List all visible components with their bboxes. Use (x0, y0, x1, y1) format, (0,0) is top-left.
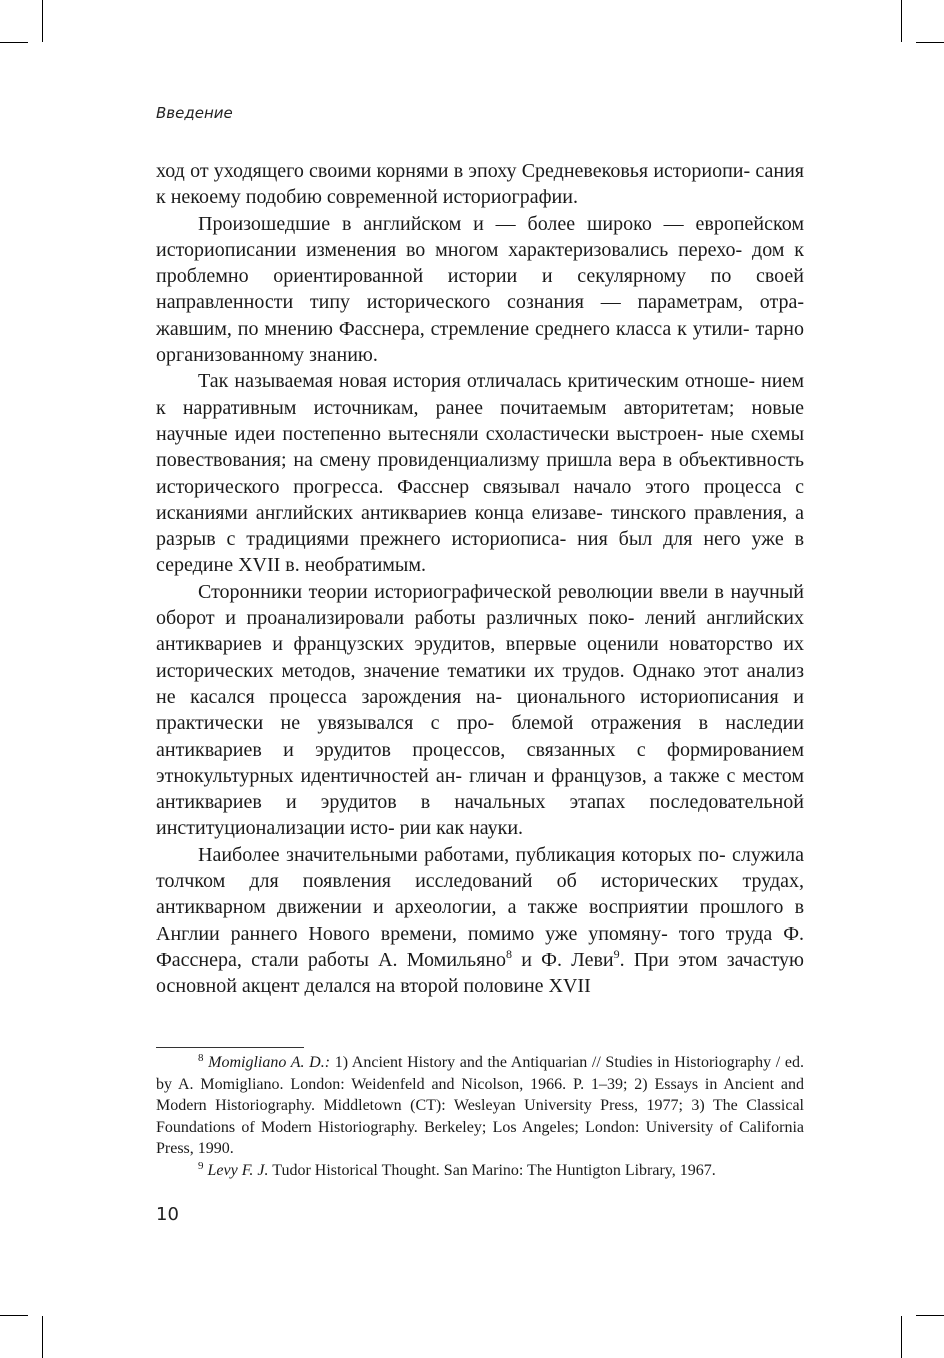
text-line: гличан и французов, а также с местом антиквариев и эрудитов (156, 764, 805, 814)
paragraph (156, 158, 804, 211)
crop-mark (916, 42, 944, 43)
footnote-author: Momigliano A. D.: (208, 1054, 331, 1071)
paragraph (156, 211, 804, 369)
text-line: рии как науки. (399, 817, 524, 840)
text-line: Так называемая новая история отличалась критическим отноше- (198, 370, 755, 393)
text-line: прошлого в Англии раннего Нового времени, помимо уже упомяну- (156, 896, 805, 945)
text-line: ные схемы повествования; на смену провиденциализму пришла вера (156, 422, 805, 472)
text-fragment: того труда Ф. Фасснера, стали работы А. Момильяно (156, 922, 804, 971)
paragraph (156, 579, 804, 842)
text-line: новые научные идеи постепенно вытесняли схоластически выстроен- (156, 396, 805, 445)
crop-mark (42, 0, 43, 42)
footnote-text: 1) Ancient History and the Antiquarian // Studies in Historiography / ed. by A. Momigliano. London: Weidenfeld and Nicolson, 1966. P. 1–39; 2) Essays in Ancient and Modern Historiography. Middletown (CT): Wesleyan University Press, 1977; 3) The Classical Foundations of Modern Historiography. Berkeley; Los Angeles; London: University of California Press, 1990. (156, 1054, 805, 1157)
text-fragment: . При (619, 948, 670, 971)
paragraph (156, 368, 804, 578)
page-number: 10 (156, 1204, 179, 1225)
footnote-8 (156, 1052, 804, 1160)
footnote-ref-9[interactable]: 9 (613, 946, 620, 961)
running-head: Введение (156, 104, 233, 122)
paragraph (156, 842, 804, 1000)
footnote-divider (156, 1047, 304, 1048)
text-line: этом зачастую основной акцент делался на второй половине XVII (156, 948, 804, 998)
body-text (156, 158, 804, 1000)
text-line: этого процесса с исканиями английских антиквариев конца елизаве- (156, 475, 804, 524)
footnotes (156, 1052, 804, 1181)
text-line: в начальных этапах последовательной институционализации исто- (156, 791, 804, 840)
crop-mark (42, 1316, 43, 1358)
text-line: дом к проблемно ориентированной истории и секулярному по своей (156, 238, 805, 288)
text-line: блемой отражения в наследии антиквариев и эрудитов процессов, (156, 712, 804, 761)
text-line: нием к нарративным источникам, ранее почитаемым авторитетам; (156, 370, 804, 419)
crop-mark (901, 0, 902, 42)
crop-mark (0, 1315, 28, 1316)
footnote-ref-8[interactable]: 8 (506, 946, 513, 961)
text-line: сания к некоему подобию современной историографии. (156, 160, 805, 209)
text-line: трудах, антикварном движении и археологии, а также восприятии (156, 870, 805, 919)
text-line: историописании изменения во многом характеризовались перехо- (156, 238, 743, 261)
text-line: направленности типу исторического сознания — параметрам, отра- (156, 291, 804, 314)
text-line: служила толчком для появления исследований об исторических (156, 843, 804, 893)
text-line: жавшим, по мнению Фасснера, стремление среднего класса к утили- (156, 317, 750, 340)
text-line: в объективность исторического прогресса. Фасснер связывал начало (156, 449, 804, 498)
text-fragment: и Ф. Леви (512, 948, 614, 971)
footnote-number: 8 (198, 1052, 204, 1064)
text-line: их трудов. Однако этот анализ не касался процесса зарождения на- (156, 659, 804, 708)
text-line: оценили новаторство их исторических методов, значение тематики (156, 633, 805, 682)
text-line: Произошедшие в английском и — более широко — европейском (198, 212, 804, 235)
text-line: тарно организованному знанию. (156, 317, 805, 367)
footnote-9 (156, 1160, 804, 1182)
text-line: ционального историописания и практически не увязывался с про- (156, 685, 804, 735)
text-line: Сторонники теории историографической революции ввели (198, 580, 708, 603)
text-line: ход от уходящего своими корнями в эпоху Средневековья историопи- (156, 160, 751, 182)
text-line: лений английских антиквариев и французских эрудитов, впервые (156, 607, 805, 656)
text-line: связанных с формированием этнокультурных идентичностей ан- (156, 738, 804, 787)
text-line: в научный оборот и проанализировали работы различных поко- (156, 580, 804, 630)
footnote-number: 9 (198, 1159, 204, 1172)
text-line: Наиболее значительными работами, публикация которых по- (198, 843, 726, 866)
footnote-text: Tudor Historical Thought. San Marino: The Huntigton Library, 1967. (268, 1161, 716, 1179)
text-line: ния был для него уже в середине XVII в. необратимым. (156, 528, 805, 577)
crop-mark (901, 1316, 902, 1358)
footnote-author: Levy F. J. (207, 1161, 269, 1179)
text-line: тинского правления, а разрыв с традициями прежнего историописа- (156, 501, 805, 551)
crop-mark (0, 42, 28, 43)
crop-mark (916, 1315, 944, 1316)
